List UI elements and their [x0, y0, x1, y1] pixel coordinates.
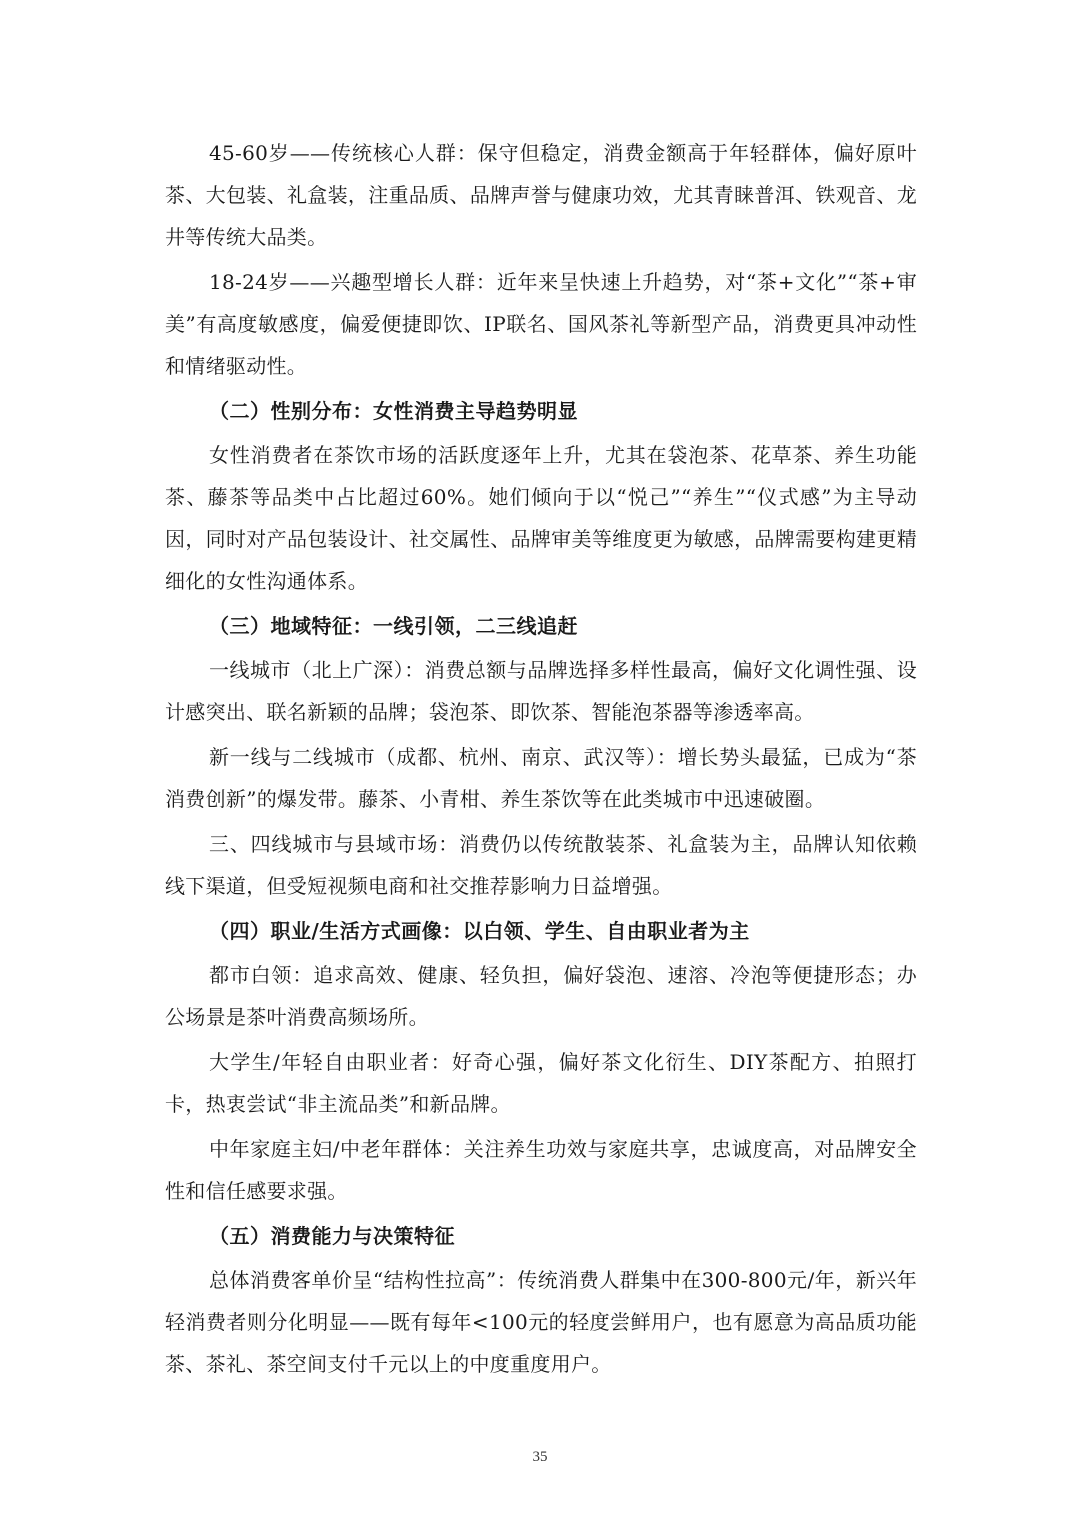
paragraph-age-18-24: 18-24岁——兴趣型增长人群：近年来呈快速上升趋势，对“茶+文化”“茶+审美”有高度敏感度，偏爱便捷即饮、IP联名、国风茶礼等新型产品，消费更具冲动性和情绪驱动性。 [165, 270, 917, 378]
paragraph-homemakers: 中年家庭主妇/中老年群体：关注养生功效与家庭共享，忠诚度高，对品牌安全性和信任感要求强。 [165, 1137, 917, 1203]
paragraph-tier3-4-cities: 三、四线城市与县域市场：消费仍以传统散装茶、礼盒装为主，品牌认知依赖线下渠道，但受短视频电商和社交推荐影响力日益增强。 [165, 832, 917, 898]
paragraph-white-collar: 都市白领：追求高效、健康、轻负担，偏好袋泡、速溶、冷泡等便捷形态；办公场景是茶叶消费高频场所。 [165, 963, 917, 1029]
section-heading-occupation: （四）职业/生活方式画像：以白领、学生、自由职业者为主 [209, 919, 750, 943]
paragraph-gender: 女性消费者在茶饮市场的活跃度逐年上升，尤其在袋泡茶、花草茶、养生功能茶、藤茶等品类中占比超过60%。她们倾向于以“悦己”“养生”“仪式感”为主导动因，同时对产品包装设计、社交属性、品牌审美等维度更为敏感，品牌需要构建更精细化的女性沟通体系。 [165, 443, 917, 593]
section-heading-region: （三）地域特征：一线引领，二三线追赶 [209, 614, 578, 638]
document-body [165, 132, 917, 1388]
page-number: 35 [532, 1449, 548, 1465]
section-heading-spending: （五）消费能力与决策特征 [209, 1224, 455, 1248]
paragraph-age-45-60: 45-60岁——传统核心人群：保守但稳定，消费金额高于年轻群体，偏好原叶茶、大包装、礼盒装，注重品质、品牌声誉与健康功效，尤其青睐普洱、铁观音、龙井等传统大品类。 [165, 141, 917, 249]
paragraph-new-tier1-cities: 新一线与二线城市（成都、杭州、南京、武汉等）：增长势头最猛，已成为“茶消费创新”的爆发带。藤茶、小青柑、养生茶饮等在此类城市中迅速破圈。 [165, 745, 917, 811]
paragraph-tier1-cities: 一线城市（北上广深）：消费总额与品牌选择多样性最高，偏好文化调性强、设计感突出、联名新颖的品牌；袋泡茶、即饮茶、智能泡茶器等渗透率高。 [165, 658, 917, 724]
paragraph-spending: 总体消费客单价呈“结构性拉高”：传统消费人群集中在300-800元/年，新兴年轻消费者则分化明显——既有每年<100元的轻度尝鲜用户，也有愿意为高品质功能茶、茶礼、茶空间支付千元以上的中度重度用户。 [165, 1268, 917, 1376]
paragraph-students: 大学生/年轻自由职业者：好奇心强，偏好茶文化衍生、DIY茶配方、拍照打卡，热衷尝试“非主流品类”和新品牌。 [165, 1050, 917, 1116]
section-heading-gender: （二）性别分布：女性消费主导趋势明显 [209, 399, 578, 423]
